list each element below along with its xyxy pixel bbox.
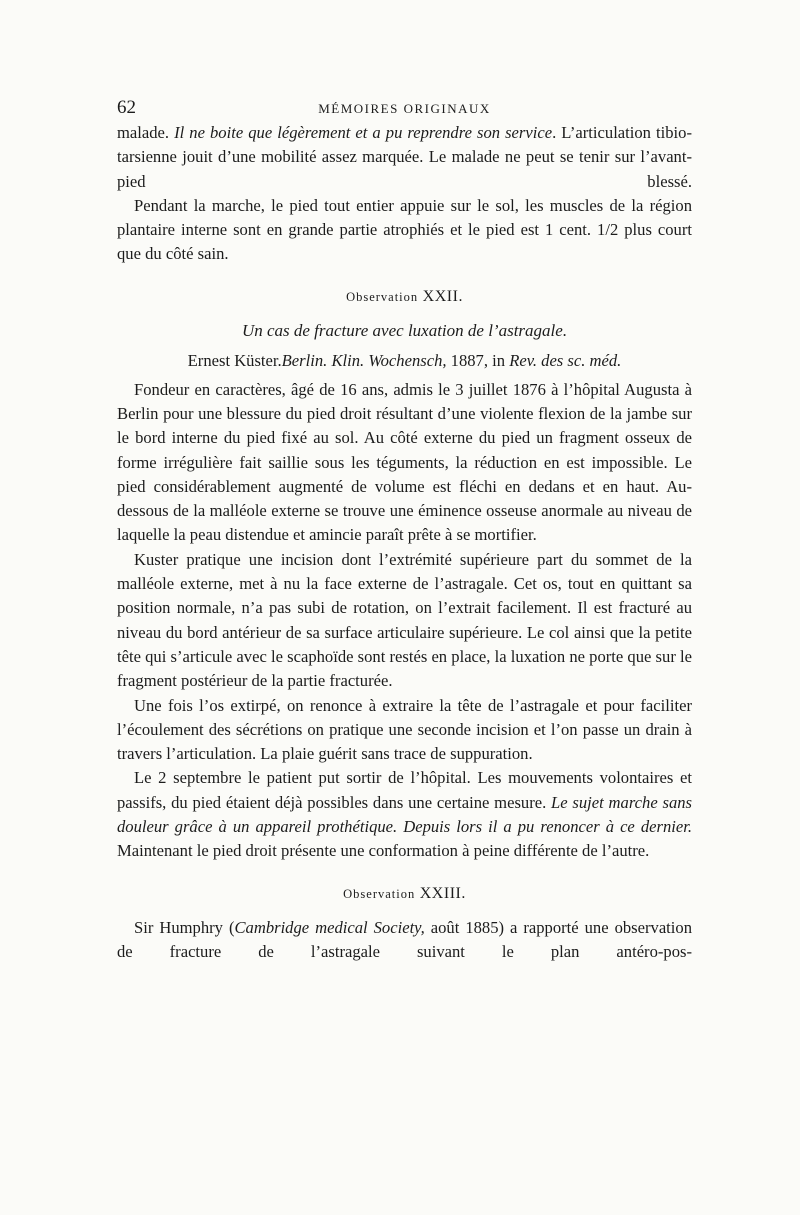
paragraph: Sir Humphry (Cambridge medical Society, août 1885) a rapporté une observation de fracture de l’astragale suivant le plan antéro-pos- (117, 917, 692, 962)
page-number: 62 (117, 97, 136, 118)
running-title: MÉMOIRES ORIGINAUX (318, 101, 491, 116)
bibliographic-reference: Ernest Küster.Berlin. Klin. Wochensch, 1887, in Rev. des sc. méd. (187, 351, 622, 371)
section-heading: Observation XXII. (346, 287, 463, 305)
paragraph: Kuster pratique une incision dont l’extrémité supérieure part du sommet de la malléole externe, met à nu la face externe de l’astragale. Cet os, tout en quittant sa position normale, n’a pas subi de rotation, on l’extrait facilement. Il est fracturé au niveau du bord antérieur de sa surface articulaire supérieure. Le col ainsi que la petite tête qui s’articule avec le scaphoïde sont restés en place, la luxation ne porte que sur le fragment postérieur de la partie fracturée. (117, 549, 692, 691)
paragraph: Le 2 septembre le patient put sortir de l’hôpital. Les mouvements volontaires et passifs, du pied étaient déjà possibles dans une certaine mesure. Le sujet marche sans douleur grâce à un appareil prothétique. Depuis lors il a pu renoncer à ce dernier. Maintenant le pied droit présente une conformation à peine différente de l’autre. (117, 768, 692, 861)
page-header (117, 97, 692, 119)
paragraph: Pendant la marche, le pied tout entier appuie sur le sol, les muscles de la région plantaire interne sont en grande partie atrophiés et le pied est 1 cent. 1/2 plus court que du côté sain. (117, 195, 692, 264)
paragraph: Fondeur en caractères, âgé de 16 ans, admis le 3 juillet 1876 à l’hôpital Augusta à Berlin pour une blessure du pied droit résultant d’une violente flexion de la jambe sur le bord interne du pied fixé au sol. Au côté externe du pied un fragment osseux de forme irrégulière fait saillie sous les téguments, la réduction en est impossible. Le pied considérablement augmenté de volume est fléchi en dedans et en haut. Au-dessous de la malléole externe se trouve une éminence osseuse anormale au niveau de laquelle la peau distendue et amincie paraît prête à se mortifier. (117, 379, 692, 545)
document-page (117, 97, 692, 965)
section-subtitle: Un cas de fracture avec luxation de l’astragale. (241, 321, 568, 341)
paragraph: malade. Il ne boite que légèrement et a pu reprendre son service. L’articulation tibio-tarsienne jouit d’une mobilité assez marquée. Le malade ne peut se tenir sur l’avant-pied blessé. (117, 123, 692, 191)
section-heading: Observation XXIII. (343, 884, 466, 902)
paragraph: Une fois l’os extirpé, on renonce à extraire la tête de l’astragale et pour faciliter l’écoulement des sécrétions on pratique une seconde incision et l’on passe un drain à travers l’articulation. La plaie guérit sans trace de suppuration. (117, 695, 692, 764)
body-text (117, 121, 692, 965)
